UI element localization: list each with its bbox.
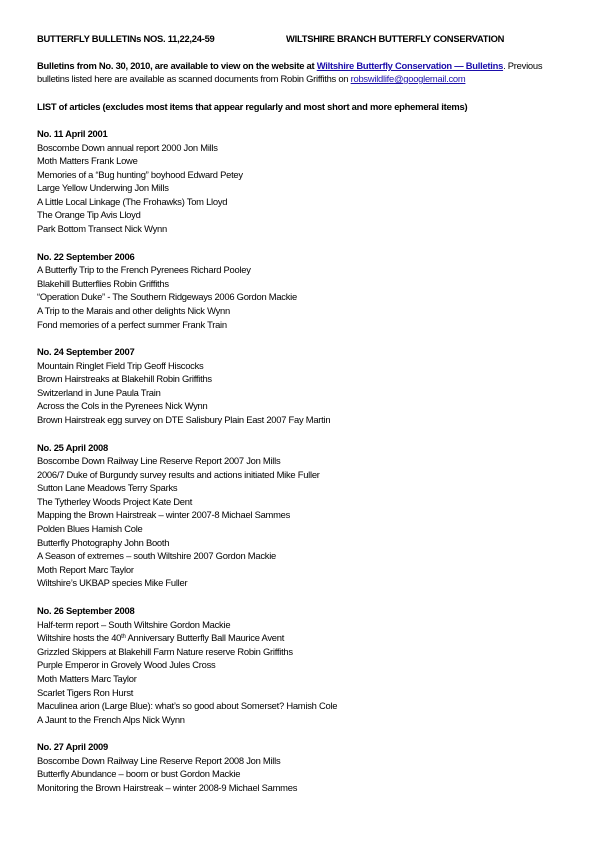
issue-title: No. 24 September 2007 <box>37 346 135 358</box>
article-item: Mapping the Brown Hairstreak – winter 2007-8 Michael Sammes <box>37 509 291 521</box>
article-item: “Operation Duke” - The Southern Ridgeways 2006 Gordon Mackie <box>37 291 297 303</box>
article-item: Sutton Lane Meadows Terry Sparks <box>37 482 178 494</box>
website-link[interactable]: Wiltshire Butterfly Conservation — Bulletins <box>316 60 504 71</box>
issue-title: No. 25 April 2008 <box>37 441 108 453</box>
issue-no-25 <box>37 441 562 590</box>
article-item: A Butterfly Trip to the French Pyrenees Richard Pooley <box>37 264 251 276</box>
article-item: Switzerland in June Paula Train <box>37 386 161 398</box>
article-item: Brown Hairstreak egg survey on DTE Salisbury Plain East 2007 Fay Martin <box>37 414 331 425</box>
article-item: Fond memories of a perfect summer Frank Train <box>37 318 227 330</box>
list-note: LIST of articles (excludes most items that appear regularly and most short and more ephemeral items) <box>37 101 468 112</box>
issue-no-26 <box>37 604 562 726</box>
article-item: Mountain Ringlet Field Trip Geoff Hiscocks <box>37 359 204 371</box>
article-item: Park Bottom Transect Nick Wynn <box>37 223 167 235</box>
page-header <box>37 33 562 47</box>
article-item: A Little Local Linkage (The Frohawks) Tom Lloyd <box>37 195 228 207</box>
article-item: Moth Report Marc Taylor <box>37 563 134 575</box>
article-item: The Tytherley Woods Project Kate Dent <box>37 495 193 507</box>
issue-title: No. 26 September 2008 <box>37 605 135 617</box>
article-item: 2006/7 Duke of Burgundy survey results and actions initiated Mike Fuller <box>37 468 320 480</box>
article-item: Across the Cols in the Pyrenees Nick Wynn <box>37 400 208 412</box>
issue-no-11 <box>37 127 562 236</box>
article-item: Half-term report – South Wiltshire Gordon Mackie <box>37 618 231 630</box>
article-item: A Jaunt to the French Alps Nick Wynn <box>37 713 185 725</box>
article-item: Grizzled Skippers at Blakehill Farm Nature reserve Robin Griffiths <box>37 645 293 657</box>
issue-no-22 <box>37 250 562 331</box>
issue-title: No. 11 April 2001 <box>37 128 108 139</box>
issue-title: No. 22 September 2006 <box>37 250 135 262</box>
article-item: Blakehill Butterflies Robin Griffiths <box>37 277 169 289</box>
issue-title: No. 27 April 2009 <box>37 741 108 753</box>
article-item: A Season of extremes – south Wiltshire 2007 Gordon Mackie <box>37 550 277 562</box>
article-item: Large Yellow Underwing Jon Mills <box>37 182 169 194</box>
article-text: Anniversary Butterfly Ball Maurice Avent <box>125 632 285 644</box>
article-item: Boscombe Down Railway Line Reserve Report 2008 Jon Mills <box>37 754 281 766</box>
article-text: Wiltshire hosts the 40 <box>37 632 122 644</box>
article-item: Brown Hairstreaks at Blakehill Robin Griffiths <box>37 373 212 385</box>
header-left-title: BUTTERFLY BULLETINs NOS. 11,22,24-59 <box>37 33 215 44</box>
article-item: Moth Matters Marc Taylor <box>37 672 137 684</box>
intro-paragraph <box>37 59 562 85</box>
article-item: Scarlet Tigers Ron Hurst <box>37 686 134 698</box>
article-item: Moth Matters Frank Lowe <box>37 155 138 167</box>
article-item: Monitoring the Brown Hairstreak – winter 2008-9 Michael Sammes <box>37 781 298 793</box>
email-link[interactable]: robswildlife@googlemail.com <box>350 73 466 84</box>
article-item: Butterfly Photography John Booth <box>37 536 170 548</box>
issue-no-27 <box>37 740 562 794</box>
article-item: Boscombe Down Railway Line Reserve Report 2007 Jon Mills <box>37 455 281 467</box>
article-item: Butterfly Abundance – boom or bust Gordon Mackie <box>37 768 241 780</box>
intro-bold-text: Bulletins from No. 30, 2010, are available to view on the website at <box>37 60 317 71</box>
article-item: Polden Blues Hamish Cole <box>37 523 143 535</box>
article-item: Boscombe Down annual report 2000 Jon Mills <box>37 141 218 153</box>
article-item-anniversary <box>37 631 562 645</box>
document-page <box>37 33 562 795</box>
article-item: Purple Emperor in Grovely Wood Jules Cross <box>37 659 216 671</box>
issue-no-24 <box>37 345 562 426</box>
intro-rest-text: . Previous bulletins listed here are available as scanned documents from Robin Griffiths on <box>37 60 543 84</box>
article-item: Memories of a “Bug hunting” boyhood Edward Petey <box>37 168 243 180</box>
article-item: A Trip to the Marais and other delights Nick Wynn <box>37 304 230 316</box>
header-right-title: WILTSHIRE BRANCH BUTTERFLY CONSERVATION <box>286 33 505 44</box>
article-item: Maculinea arion (Large Blue): what’s so good about Somerset? Hamish Cole <box>37 700 338 712</box>
article-item: The Orange Tip Avis Lloyd <box>37 209 141 221</box>
article-item: Wiltshire’s UKBAP species Mike Fuller <box>37 577 188 589</box>
ordinal-suffix: th <box>121 634 126 641</box>
